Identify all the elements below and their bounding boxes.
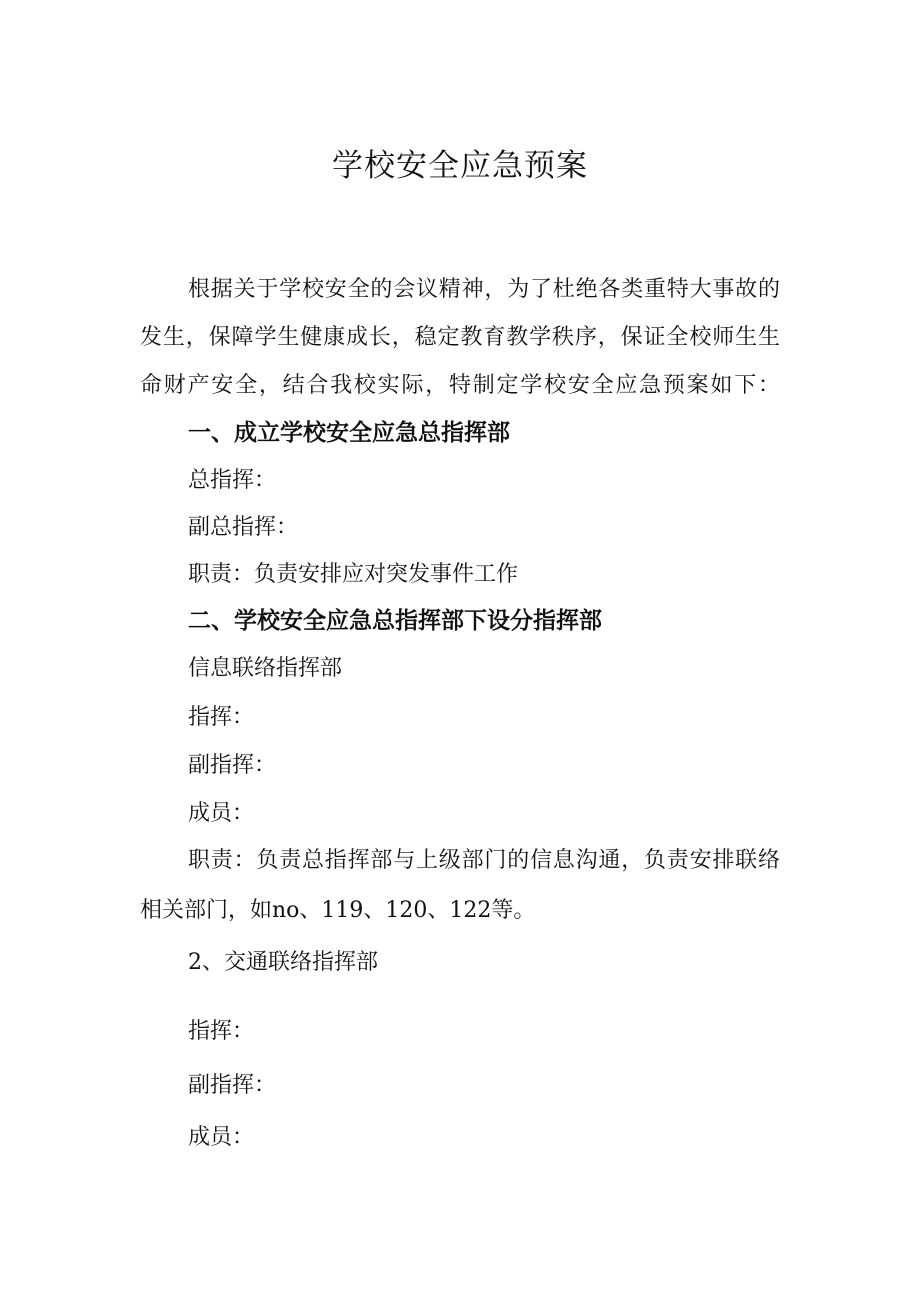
info-unit-duty-line-2: 相关部门，如no、119、120、122等。 [140, 898, 536, 923]
info-unit-members: 成员： [188, 801, 255, 826]
intro-line-2: 发生，保障学生健康成长，稳定教育教学秩序，保证全校师生生 [140, 325, 780, 350]
intro-line-1: 根据关于学校安全的会议精神，为了杜绝各类重特大事故的 [188, 277, 780, 302]
info-unit-deputy: 副指挥： [188, 753, 277, 778]
traffic-unit-members: 成员： [188, 1125, 255, 1150]
section-1-duty: 职责：负责安排应对突发事件工作 [188, 562, 519, 587]
section-2-heading: 二、学校安全应急总指挥部下设分指挥部 [188, 608, 602, 634]
traffic-unit-deputy: 副指挥： [188, 1073, 277, 1098]
document-title: 学校安全应急预案 [332, 148, 588, 184]
section-1-heading: 一、成立学校安全应急总指挥部 [188, 420, 510, 446]
traffic-unit-commander: 指挥： [188, 1019, 255, 1044]
info-unit-commander: 指挥： [188, 705, 255, 730]
info-unit-duty-line-1: 职责：负责总指挥部与上级部门的信息沟通，负责安排联络 [188, 848, 780, 873]
intro-line-3: 命财产安全，结合我校实际，特制定学校安全应急预案如下： [140, 373, 780, 398]
section-1-commander: 总指挥： [188, 468, 277, 493]
traffic-unit-name: 2、交通联络指挥部 [188, 950, 378, 975]
section-1-deputy: 副总指挥： [188, 515, 299, 540]
info-unit-name: 信息联络指挥部 [188, 656, 343, 681]
